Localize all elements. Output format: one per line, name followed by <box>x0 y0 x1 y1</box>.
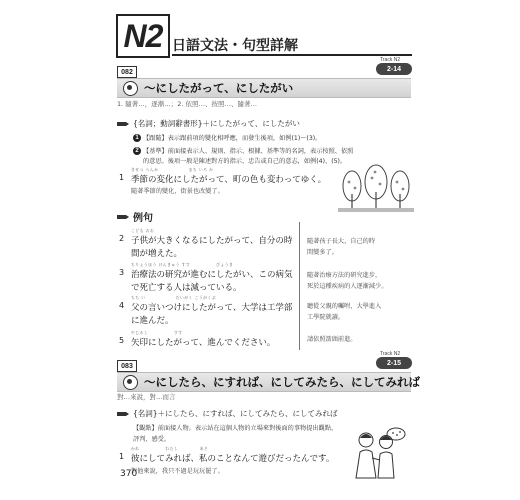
point2-text-line1: 【基準】前面接表示人、規則、指示、根據、基準等的名詞，表示按照、依照 <box>142 148 354 155</box>
point1-text: 【跟隨】表示跟前項的變化相呼應，而發生後項，如例(1)～(3)。 <box>142 135 322 142</box>
track-label: Track N2 <box>380 57 401 63</box>
example-zh-083-1: 對他來說，我只不過是玩玩罷了。 <box>131 468 224 475</box>
header-title: 日語文法・句型詳解 <box>172 38 298 54</box>
track-label: Track N2 <box>380 351 401 357</box>
examples-heading: 例句 <box>133 213 153 224</box>
item-number-083: 083 <box>117 360 137 372</box>
meaning-083: 對…來說，對…而言 <box>117 393 176 401</box>
pencil-icon <box>117 410 129 418</box>
example-zh-2-line2: 間變多了。 <box>307 249 338 256</box>
example-jp-2-line1: 子供が大きくなるにしたがって、自分の時 <box>131 236 293 246</box>
point2-082 <box>133 146 353 155</box>
example-zh-082-1: 隨著季節的變化，街景也改變了。 <box>131 188 224 195</box>
level-badge: N2 <box>116 14 170 58</box>
example-jp-083-1: 彼にしてみれば、私のことなんて遊びだったんです。 <box>131 454 335 464</box>
track-number: 2-15 <box>376 357 412 369</box>
point2-082-line2: 的意思。後項一般是陳述對方的指示、忠告或自己的意志，如例(4)、(5)。 <box>143 158 347 165</box>
point1-083-line1: 【觀點】前面接人物。表示站在這個人物的立場來對後面的事物提出觀點、 <box>133 425 338 432</box>
example-jp-5-line1: 矢印にしたがって、進んでください。 <box>131 338 276 348</box>
header-rule <box>172 54 412 56</box>
track-number: 2-14 <box>376 63 412 75</box>
page-number: 370 <box>120 469 138 479</box>
example-number: 1 <box>119 173 125 182</box>
couple-illustration <box>348 424 410 480</box>
example-zh-5-line1: 請依照箭頭前進。 <box>307 336 357 343</box>
item-number-082: 082 <box>117 66 137 78</box>
example-number: 2 <box>119 234 125 243</box>
circle-bullet-icon <box>123 375 138 390</box>
example-zh-3-line2: 死於這種疾病的人逐漸減少。 <box>307 283 388 290</box>
pattern-title-083: ～にしたら、にすれば、にしてみたら、にしてみれば <box>144 375 420 389</box>
example-jp-3-line1: 治療法の研究が進むにしたがい、この病気 <box>131 270 293 280</box>
example-zh-4-line2: 工學院就讀。 <box>307 314 345 321</box>
example-number: 1 <box>119 452 125 461</box>
example-jp-082-1: 季節の変化にしたがって、町の色も変わってゆく。 <box>131 175 327 185</box>
furigana: かれ わたし あそ <box>131 446 209 451</box>
furigana: ちりょうほう けんきゅう すす びょうき <box>131 262 234 267</box>
track-badge-082[interactable] <box>374 58 414 76</box>
example-number: 4 <box>119 301 125 310</box>
track-badge-083[interactable] <box>374 352 414 370</box>
example-zh-3-line1: 隨著治療方法的研究進步， <box>307 272 382 279</box>
pencil-icon <box>117 213 129 221</box>
pencil-icon <box>117 120 129 128</box>
pattern-bar-083 <box>117 372 420 392</box>
column-divider <box>299 222 300 350</box>
pattern-bar-082 <box>117 78 411 98</box>
example-zh-4-line1: 聽從父親的囑咐，大學進入 <box>307 303 382 310</box>
point1-082 <box>133 133 321 142</box>
meaning-082: 1. 隨著…，逐漸…；2. 依照…、按照…、隨著… <box>117 100 258 108</box>
furigana: やじるし すす <box>131 330 183 335</box>
point1-083-line2: 評判、感受。 <box>133 436 171 443</box>
furigana-082-ex1: きせつ へんか まち いろ か <box>131 167 214 172</box>
example-zh-2-line1: 隨著孩子長大，自己的時 <box>307 238 376 245</box>
point-number-icon: 2 <box>133 147 141 155</box>
furigana: こども おお <box>131 228 155 233</box>
structure-082: {名詞；動詞辭書形}＋にしたがって、にしたがい <box>133 119 300 128</box>
example-jp-4-line1: 父の言いつけにしたがって、大学は工学部 <box>131 303 293 313</box>
point-number-icon: 1 <box>133 134 141 142</box>
example-number: 5 <box>119 336 125 345</box>
tree-illustration <box>338 164 414 216</box>
furigana: ちち い だいがく こうがくぶ <box>131 295 217 300</box>
structure-083: {名詞}＋にしたら、にすれば、にしてみたら、にしてみれば <box>133 409 338 418</box>
example-jp-2-line2: 間が増えた。 <box>131 249 183 259</box>
circle-bullet-icon <box>123 81 138 96</box>
example-number: 3 <box>119 268 125 277</box>
example-jp-4-line2: に進んだ。 <box>131 316 174 326</box>
pattern-title-082: ～にしたがって、にしたがい <box>144 81 294 95</box>
example-jp-3-line2: で死亡する人は減っている。 <box>131 283 242 293</box>
